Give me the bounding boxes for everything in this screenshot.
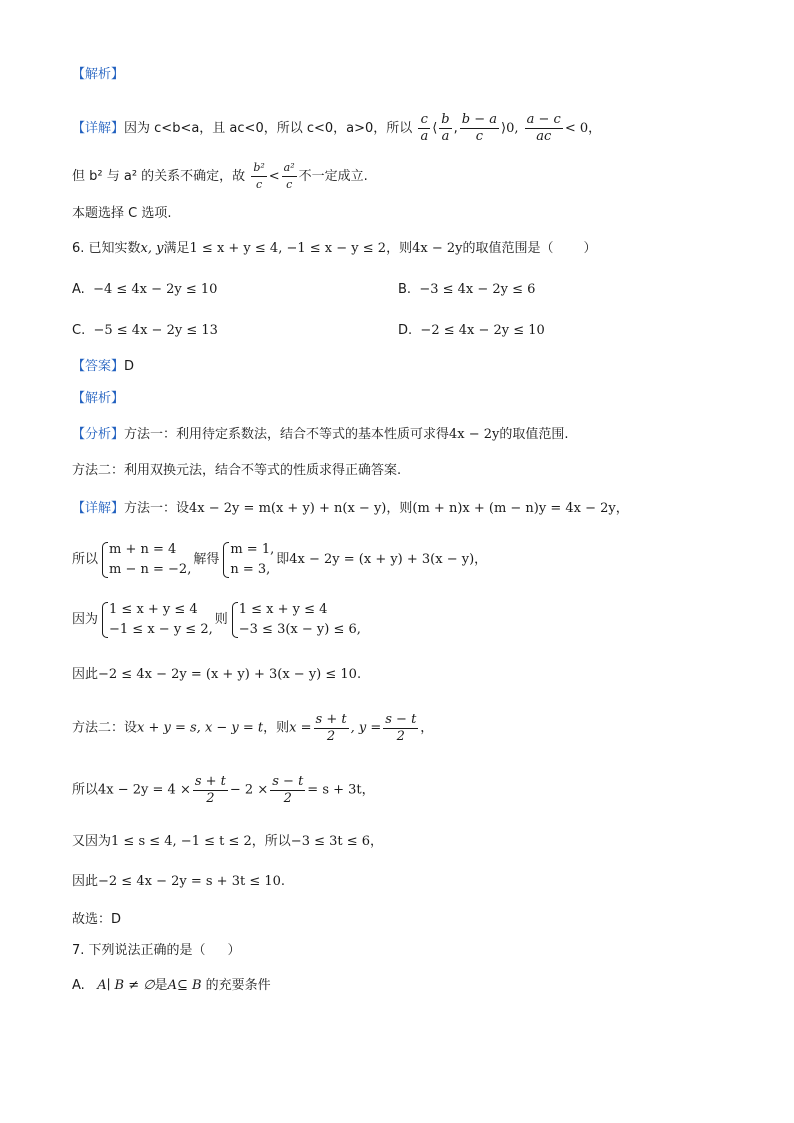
option-d: D. −2 ≤ 4x − 2y ≤ 10 (398, 323, 545, 338)
question-7-stem: 7. 下列说法正确的是（ ） (72, 943, 241, 958)
fraction: $\frac{s + t}{2}$ (194, 774, 226, 806)
detail-method-2-line-3: 又因为1 ≤ s ≤ 4, −1 ≤ t ≤ 2，所以−3 ≤ 3t ≤ 6， (72, 834, 384, 849)
detail-method-2-line-1: 方法二：设x + y = s, x − y = t，则x = $\frac{s + t}{2}$ , y = $\frac{s - t}{2}$ ， (72, 712, 434, 744)
detail-method-1-line-4: 因此−2 ≤ 4x − 2y = (x + y) + 3(x − y) ≤ 10. (72, 667, 362, 682)
analysis-method-2: 方法二：利用双换元法，结合不等式的性质求得正确答案. (72, 463, 402, 478)
detail-method-1-line-3: 因为 1 ≤ x + y ≤ 4 −1 ≤ x − y ≤ 2, 则 1 ≤ x + y ≤ 4 −3 ≤ 3(x − y) ≤ 6, (72, 600, 363, 640)
question-7-option-a: A. A∣ B ≠ ∅是A⊆ B 的充要条件 (72, 978, 271, 993)
fraction: $\frac{\text{a²}}{c}$ (283, 161, 295, 191)
question-6-stem: 6. 已知实数x, y满足1 ≤ x + y ≤ 4, −1 ≤ x − y ≤ 2，则4x − 2y的取值范围是（ ） (72, 241, 597, 256)
option-b: B. −3 ≤ 4x − 2y ≤ 6 (398, 282, 536, 297)
fraction: $\frac{s - t}{2}$ (272, 774, 304, 806)
detail-method-2-line-2: 所以4x − 2y = 4 × $\frac{s + t}{2}$ − 2 × $\frac{s - t}{2}$ = s + 3t， (72, 774, 375, 806)
analysis-heading-2: 【解析】 (72, 391, 125, 406)
detail-method-2-line-4: 因此−2 ≤ 4x − 2y = s + 3t ≤ 10. (72, 874, 286, 889)
inequality-system: 1 ≤ x + y ≤ 4 −3 ≤ 3(x − y) ≤ 6, (230, 600, 361, 640)
text: 不一定成立. (298, 169, 368, 184)
detail-method-1-line-2: 所以 m + n = 4 m − n = −2, 解得 m = 1, n = 3, 即4x − 2y = (x + y) + 3(x − y)， (72, 540, 487, 580)
analysis-heading: 【解析】 (72, 67, 125, 82)
fraction: $\frac{s - t}{2}$ (385, 712, 417, 744)
fraction: $\frac{\text{b²}}{c}$ (253, 161, 265, 191)
fraction: $\frac{s + t}{2}$ (315, 712, 347, 744)
answer-line: 【答案】D (72, 359, 135, 374)
equation-system: m = 1, n = 3, (221, 540, 274, 580)
analysis-method-1: 【分析】方法一：利用待定系数法，结合不等式的基本性质可求得4x − 2y的取值范围. (72, 427, 569, 442)
choose-line: 故选：D (72, 912, 122, 927)
detail-line-2 (72, 160, 368, 193)
text: 0, (506, 121, 519, 136)
detail-line-3: 本题选择 C 选项. (72, 206, 172, 221)
fraction: $\frac{b - a}{c}$ (461, 112, 497, 144)
text: 因为 c<b<a，且 ac<0，所以 c<0，a>0，所以 (124, 121, 413, 136)
option-c: C. −5 ≤ 4x − 2y ≤ 13 (72, 323, 218, 338)
detail-method-1-line-1: 【详解】方法一：设4x − 2y = m(x + y) + n(x − y)，则(m + n)x + (m − n)y = 4x − 2y， (72, 501, 629, 516)
fraction: $\frac{c}{a}$ (420, 112, 429, 144)
equation-system: m + n = 4 m − n = −2, (100, 540, 191, 580)
fraction: $\frac{b}{a}$ (441, 112, 450, 144)
text: < 0， (564, 121, 602, 136)
text: < (268, 169, 280, 184)
detail-line-1: 【详解】因为 c<b<a，且 ac<0，所以 c<0，a>0，所以 $\frac{c}{a}$ ⟨ $\frac{b}{a}$ , $\frac{b - a}{c}$ ⟩0, $\frac{a - c}{ac}$ < 0， (72, 112, 602, 144)
detail-label: 【详解】 (72, 121, 125, 136)
option-a: A. −4 ≤ 4x − 2y ≤ 10 (72, 282, 218, 297)
fraction: $\frac{a - c}{ac}$ (526, 112, 561, 144)
text: 但 b² 与 a² 的关系不确定，故 (72, 169, 246, 184)
inequality-system: 1 ≤ x + y ≤ 4 −1 ≤ x − y ≤ 2, (100, 600, 213, 640)
